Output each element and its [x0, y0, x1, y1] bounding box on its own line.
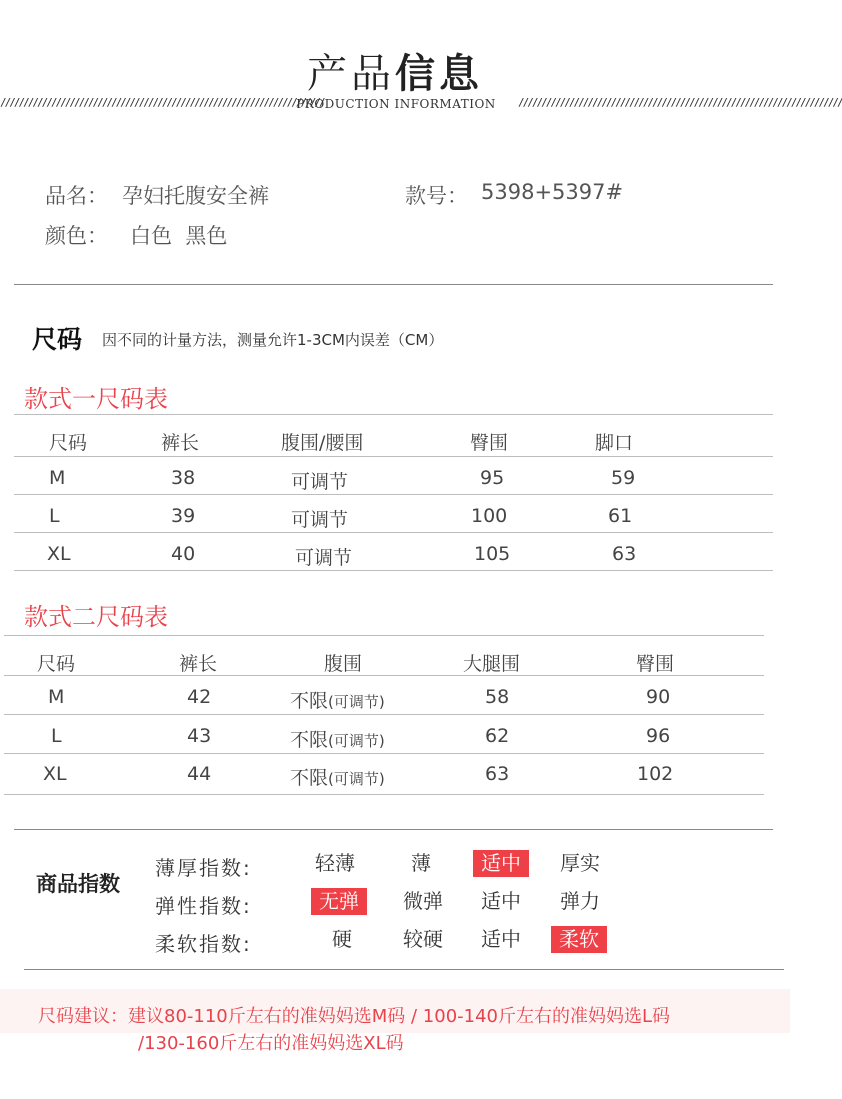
table1-header: 尺码	[49, 432, 88, 454]
style-number-value: 5398+5397#	[481, 180, 624, 204]
softness-option: 硬	[332, 927, 352, 951]
color-value: 白色 黑色	[130, 224, 228, 248]
table2-cell: 44	[187, 763, 212, 785]
thickness-index-label: 薄厚指数:	[155, 856, 252, 880]
divider	[24, 969, 784, 970]
elasticity-index-label: 弹性指数:	[155, 894, 252, 918]
table2-cell: 58	[485, 686, 510, 708]
table1-cell: 39	[171, 505, 196, 527]
thickness-option: 轻薄	[315, 851, 355, 875]
table2-cell-text: 不限	[290, 690, 329, 712]
table2-cell: 42	[187, 686, 212, 708]
table1-cell: 100	[471, 505, 508, 527]
softness-option-selected: 柔软	[551, 926, 607, 953]
table1-header: 腹围/腰围	[281, 432, 364, 454]
table2-cell-note: (可调节)	[328, 693, 385, 711]
table-rule	[14, 532, 773, 533]
index-title: 商品指数	[36, 872, 120, 896]
table1-cell: 95	[480, 467, 505, 489]
subtitle-row	[0, 96, 842, 116]
table-rule	[14, 456, 773, 457]
table2-cell: XL	[43, 763, 67, 785]
elasticity-option: 适中	[481, 889, 521, 913]
table1-cell: XL	[47, 543, 71, 565]
elasticity-option: 弹力	[560, 889, 600, 913]
elasticity-option-selected: 无弹	[311, 888, 367, 915]
table1-header: 脚口	[595, 432, 634, 454]
decorative-slashes-right: //////////////////////////////////////////////////////////////////////	[518, 96, 842, 109]
size-advice-line2: /130-160斤左右的准妈妈选XL码	[138, 1033, 404, 1054]
size-advice-line1: 尺码建议：建议80-110斤左右的准妈妈选M码 / 100-140斤左右的准妈妈选L码	[38, 1006, 671, 1027]
table1-cell: 63	[612, 543, 637, 565]
table2-cell: L	[51, 725, 62, 747]
divider	[14, 284, 773, 285]
table1-cell: 61	[608, 505, 633, 527]
table2-cell: 62	[485, 725, 510, 747]
thickness-option: 薄	[411, 851, 431, 875]
table2-header: 裤长	[179, 653, 218, 675]
thickness-option: 厚实	[560, 851, 600, 875]
page-subtitle: PRODUCTION INFORMATION	[296, 97, 496, 111]
thickness-option-selected: 适中	[473, 850, 529, 877]
table2-cell	[290, 686, 385, 713]
table2-cell-note: (可调节)	[328, 732, 385, 750]
table1-header: 裤长	[161, 432, 200, 454]
decorative-slashes-left: //////////////////////////////////////////////////////////////////////	[0, 96, 324, 109]
table2-cell: 102	[637, 763, 674, 785]
table2-header: 腹围	[324, 653, 363, 675]
size-table-1	[14, 414, 773, 571]
size-heading: 尺码	[32, 325, 83, 354]
softness-option: 适中	[481, 927, 521, 951]
table1-title: 款式一尺码表	[24, 385, 168, 413]
table2-cell: 43	[187, 725, 212, 747]
table1-cell: 105	[474, 543, 511, 565]
table-rule	[4, 635, 764, 636]
elasticity-option: 微弹	[403, 889, 443, 913]
table2-cell-text: 不限	[290, 729, 329, 751]
product-name-value: 孕妇托腹安全裤	[122, 184, 269, 208]
table-rule	[4, 753, 764, 754]
table-rule	[4, 794, 764, 795]
size-table-2	[4, 635, 764, 797]
softness-option: 较硬	[403, 927, 443, 951]
table1-cell: 可调节	[295, 547, 353, 569]
table1-header: 臀围	[470, 432, 509, 454]
table-rule	[14, 494, 773, 495]
product-name-label: 品名：	[45, 184, 108, 208]
color-label: 颜色：	[45, 224, 108, 248]
table2-header: 尺码	[37, 653, 76, 675]
divider	[14, 829, 773, 830]
table1-cell: 可调节	[291, 471, 349, 493]
style-number-label: 款号：	[405, 184, 468, 208]
table-rule	[14, 570, 773, 571]
table-rule	[14, 414, 773, 415]
page-title	[0, 42, 790, 99]
table2-cell	[290, 763, 385, 790]
table-rule	[4, 714, 764, 715]
table2-cell: 90	[646, 686, 671, 708]
table2-header: 大腿围	[463, 653, 521, 675]
table2-cell: 63	[485, 763, 510, 785]
table2-cell	[290, 725, 385, 752]
table2-cell-text: 不限	[290, 767, 329, 789]
table1-cell: 40	[171, 543, 196, 565]
table1-cell: 59	[611, 467, 636, 489]
table1-cell: 可调节	[291, 509, 349, 531]
table2-header: 臀围	[636, 653, 675, 675]
table1-cell: L	[49, 505, 60, 527]
table2-cell: 96	[646, 725, 671, 747]
title-bold: 信息	[395, 51, 483, 97]
table1-cell: 38	[171, 467, 196, 489]
title-light: 产品	[307, 51, 395, 97]
softness-index-label: 柔软指数:	[155, 932, 252, 956]
table2-cell: M	[48, 686, 65, 708]
size-note: 因不同的计量方法，测量允许1-3CM内误差（CM）	[102, 331, 444, 349]
table1-cell: M	[49, 467, 66, 489]
table2-title: 款式二尺码表	[24, 603, 168, 631]
table2-cell-note: (可调节)	[328, 770, 385, 788]
